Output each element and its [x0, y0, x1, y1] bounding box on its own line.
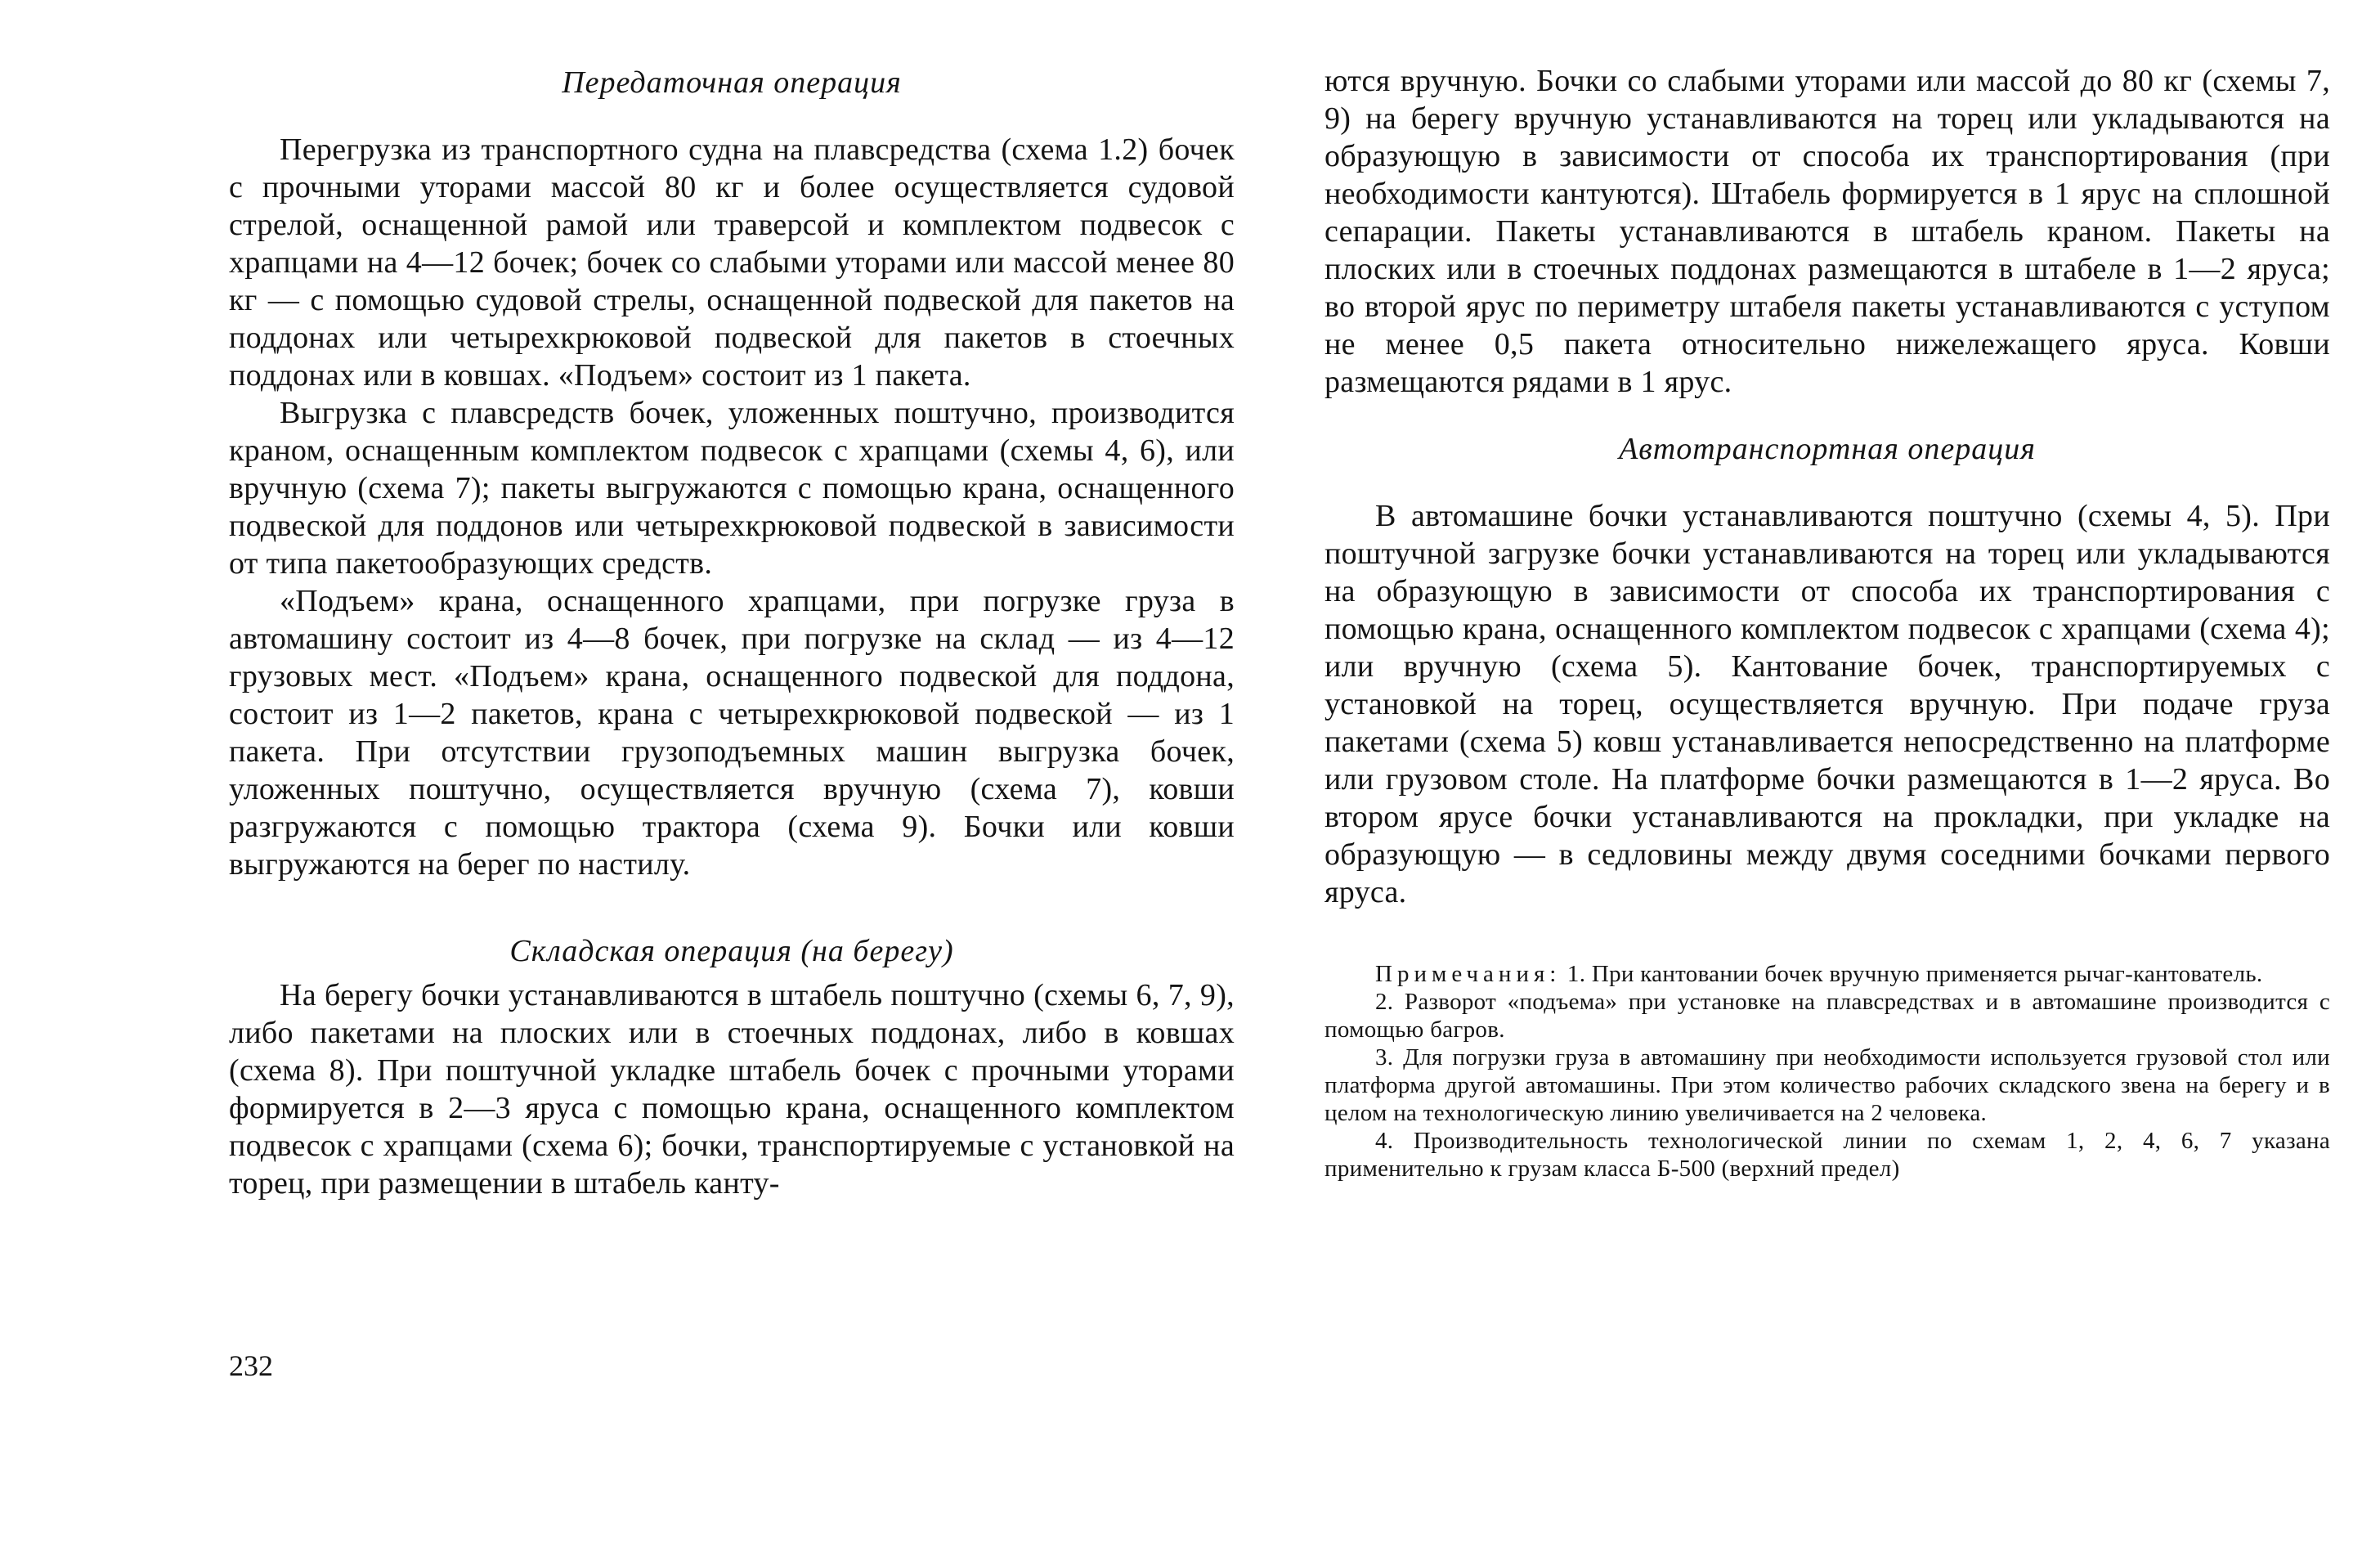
paragraph-warehouse-1: На берегу бочки устанавливаются в штабель поштучно (схемы 6, 7, 9), либо пакетами на плоских или в стоечных поддонах, либо в ковшах (схема 8). При поштучной укладке штабель бочек с прочными уторами формируется в 2—3 яруса с помощью крана, оснащенного комплектом подвесок с храпцами (схема 6); бочки, транспортируемые с установкой на торец, при размещении в штабель канту- [229, 978, 1235, 1201]
note-1 [1324, 960, 2330, 988]
section-heading-transfer: Передаточная операция [562, 65, 902, 100]
notes-label: Примечания: [1375, 961, 1562, 987]
right-page [1324, 0, 2330, 1553]
paragraph-transfer-2: Выгрузка с плавсредств бочек, уложенных поштучно, производится краном, оснащенным комплектом подвесок с храпцами (схемы 4, 6), или вручную (схема 7); пакеты выгружаются с помощью крана, оснащенного подвеской для поддонов или четырехкрюковой подвеской в зависимости от типа пакетообразующих средств. [229, 396, 1235, 581]
page-number: 232 [229, 1349, 273, 1382]
note-2: 2. Разворот «подъема» при установке на плавсредствах и в автомашине производится с помощью багров. [1324, 989, 2330, 1043]
note-4: 4. Производительность технологической линии по схемам 1, 2, 4, 6, 7 указана применительно к грузам класса Б-500 (верхний предел) [1324, 1128, 2330, 1182]
note-3: 3. Для погрузки груза в автомашину при необходимости используется грузовой стол или платформа другой автомашины. При этом количество рабочих складского звена на берегу и в целом на технологическую линию увеличивается на 2 человека. [1324, 1044, 2330, 1126]
paragraph-warehouse-continued: ются вручную. Бочки со слабыми уторами или массой до 80 кг (схемы 7, 9) на берегу вручную устанавливаются на торец или укладываются на образующую в зависимости от способа их транспортирования (при необходимости кантуются). Штабель формируется в 1 ярус на сплошной сепарации. Пакеты устанавливаются в штабель краном. Пакеты на плоских или в стоечных поддонах размещаются в штабеле в 1—2 яруса; во второй ярус по периметру штабеля пакеты устанавливаются с уступом не менее 0,5 пакета относительно нижележащего яруса. Ковши размещаются рядами в 1 ярус. [1324, 64, 2330, 399]
paragraph-transfer-1: Перегрузка из транспортного судна на плавсредства (схема 1.2) бочек с прочными уторами массой 80 кг и более осуществляется судовой стрелой, оснащенной рамой или траверсой и комплектом подвесок с храпцами на 4—12 бочек; бочек со слабыми уторами или массой менее 80 кг — с помощью судовой стрелы, оснащенной подвеской для пакетов на поддонах или четырехкрюковой подвеской для пакетов в стоечных поддонах или в ковшах. «Подъем» состоит из 1 пакета. [229, 132, 1235, 393]
notes-block [1324, 960, 2330, 1183]
paragraph-auto-1: В автомашине бочки устанавливаются поштучно (схемы 4, 5). При поштучной загрузке бочки устанавливаются на торец или укладываются на образующую в зависимости от способа их транспортирования с помощью крана, оснащенного комплектом подвесок с храпцами (схема 4); или вручную (схема 5). Кантование бочек, транспортируемых с установкой на торец, осуществляется вручную. При подаче груза пакетами (схема 5) ковш устанавливается непосредственно на платформе или грузовом столе. На платформе бочки размещаются в 1—2 яруса. Во втором ярусе бочки устанавливаются на прокладки, при укладке на образующую — в седловины между двумя соседними бочками первого яруса. [1324, 499, 2330, 909]
section-heading-auto: Автотранспортная операция [1619, 432, 2036, 466]
left-page [229, 0, 1235, 1553]
paragraph-transfer-3: «Подъем» крана, оснащенного храпцами, при погрузке груза в автомашину состоит из 4—8 бочек, при погрузке на склад — из 4—12 грузовых мест. «Подъем» крана, оснащенного подвеской для поддона, состоит из 1—2 пакетов, крана с четырехкрюковой подвеской — из 1 пакета. При отсутствии грузоподъемных машин выгрузка бочек, уложенных поштучно, осуществляется вручную (схема 7), ковши разгружаются с помощью трактора (схема 9). Бочки или ковши выгружаются на берег по настилу. [229, 584, 1235, 882]
section-heading-warehouse: Складская операция (на берегу) [509, 934, 954, 968]
note-1-text: 1. При кантовании бочек вручную применяется рычаг-кантователь. [1566, 961, 2263, 987]
